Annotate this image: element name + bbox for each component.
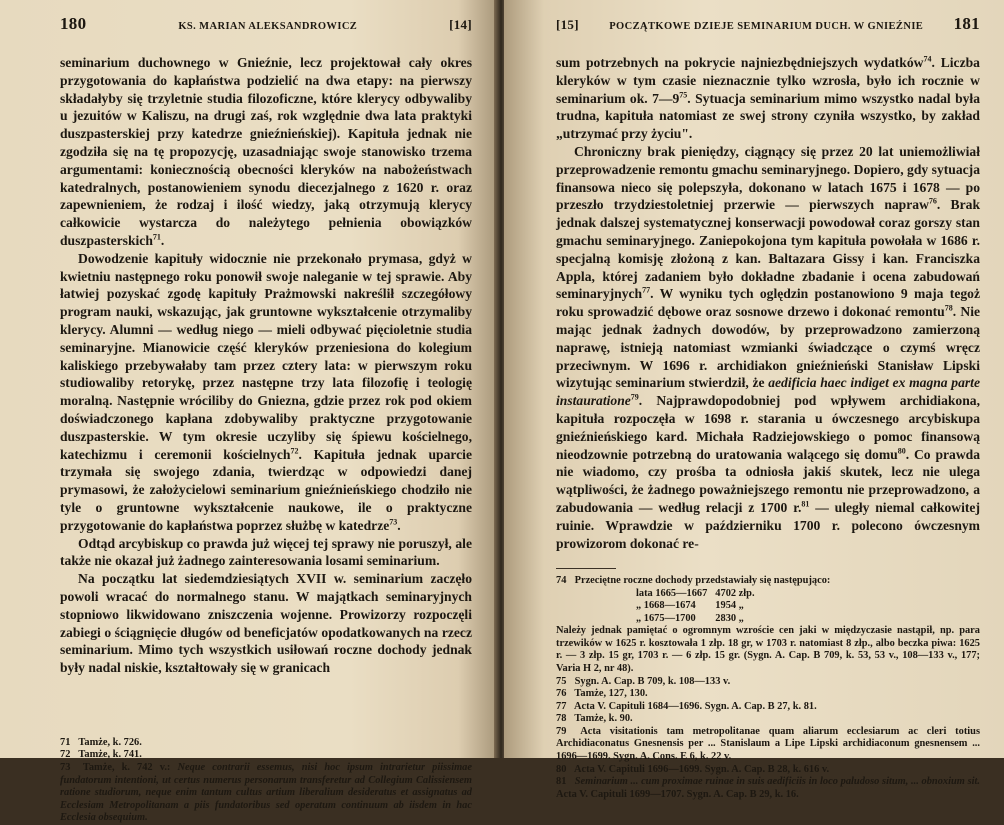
- footnote: 76 Tamże, 127, 130.: [556, 688, 648, 700]
- footnote: 74 Przeciętne roczne dochody przedstawiały się następująco:: [556, 575, 831, 587]
- paragraph: Chroniczny brak pieniędzy, ciągnący się przez 20 lat uniemożliwiał przeprowadzenie remontu gmachu seminaryjnego. Dopiero, gdy sytuacja finansowa nieco się polepszyła, dokonano w latach 1675 i 1678 — po przeszło trzydziestoletniej przerwie — pierwszych napraw$^{76}$. Brak jednak dalszej systematycznej konserwacji powodował coraz gorszy stan gmachu seminaryjnego. Zaniepokojona tym kapituła powołała w 1686 r. specjalną komisję złożoną z kan. Baltazara Gissy i kan. Franciszka Appla, której zadaniem było dokładne zbadanie i ocena zabudowań seminaryjnych$^{77}$. W wyniku tych oględzin postanowiono 9 maja tegoż roku sprowadzić dębowe oraz sosnowe drzewo i dokonać remontu$^{78}$. Nie mając jednak żadnych dowodów, by przeprowadzono zamierzoną naprawę, istnieją natomiast wzmianki świadczące o czymś wręcz przeciwnym. W 1696 r. archidiakon gnieźnieński Stanisław Lipski wizytując seminarium stwierdził, że aedificia haec indiget ex magna parte instauratione$^{79}$. Najprawdopodobniej pod wpływem archidiakona, kapituła rozpoczęła w 1698 r. starania u ówczesnego arcybiskupa gnieźnieńskiego kard. Michała Radziejowskiego o pomoc finansową nieodzownie potrzebną do uratowania walącego się domu$^{80}$. Co prawda nie wiadomo, czy prośba ta odniosła jakiś skutek, lecz nie ulega wątpliwości, że żadnego poważniejszego remontu nie przeprowadzono, a zabudowania — według relacji z 1700 r.$^{81}$ — uległy niemal całkowitej ruinie. Wprawdzie w październiku 1700 r. polecono ówczesnym prowizorom dokonać re-: [556, 143, 981, 551]
- table-row: „ 1668—1674 1954 „: [636, 600, 744, 612]
- paragraph: Na początku lat siedemdziesiątych XVII w. seminarium zaczęło powoli wracać do normalnego stanu. W majątkach seminaryjnych stopniowo likwidowano zniszczenia wojenne. Prowizorzy rozpoczęli zabiegi o ściągnięcie długów od beneficjatów opodatkowanych na rzecz seminarium. Mimo tych wszystkich usiłowań roczne dochody jednak były nadal niskie, kształtowały się w granicach: [60, 571, 472, 676]
- right-page: [504, 0, 1004, 800]
- right-body-text: [556, 54, 980, 552]
- right-footnotes: [556, 575, 980, 801]
- right-page-header: [556, 14, 980, 44]
- footnote: 80 Acta V. Capituli 1696—1699. Sygn. A. Cap. B 28, k. 616 v.: [556, 763, 830, 775]
- footnote-continuation: Należy jednak pamiętać o ogromnym wzroście cen jaki w międzyczasie nastąpił, np. para trzewików w 1625 r. kosztowała 1 złp. 18 gr, w 1703 r. natomiast 8 złp., albo beczka piwa: 1625 r. — 3 złp. 15 gr, 1703 r. — 6 złp. 15 gr. (Sygn. A. Cap. B 709, k. 53, 53 v., 108—133 v., 177; Varia H 2, nr 48).: [556, 625, 980, 674]
- footnote: 75 Sygn. A. Cap. B 709, k. 108—133 v.: [556, 675, 731, 687]
- left-footnotes: [60, 737, 472, 825]
- footnote: 71 Tamże, k. 726.: [60, 736, 142, 748]
- left-body-text: [60, 54, 472, 677]
- paragraph: sum potrzebnych na pokrycie najniezbędniejszych wydatków$^{74}$. Liczba kleryków w tym czasie nieznacznie tylko wzrosła, było ich rocznie w seminarium ok. $7—9^{75}$. Sytuacja seminarium mimo wszystko nadal była trudna, kapituła natomiast ze swej strony czyniła wszystko, by zakład „utrzymać przy życiu".: [556, 54, 980, 142]
- running-title: POCZĄTKOWE DZIEJE SEMINARIUM DUCH. W GNIEŹNIE: [609, 21, 924, 32]
- footnote: 78 Tamże, k. 90.: [556, 713, 633, 725]
- footnote: 77 Acta V. Capituli 1684—1696. Sygn. A. Cap. B 27, k. 81.: [556, 700, 817, 712]
- left-page-header: [60, 14, 472, 44]
- footnote-rule: [556, 568, 616, 569]
- footnote-ref: 73: [389, 517, 398, 527]
- left-page: [0, 0, 498, 824]
- bracket-page-number: [15]: [556, 17, 579, 32]
- footnote: 72 Tamże, k. 741.: [60, 749, 142, 761]
- footnote: 79 Acta visitationis tam metropolitanae quam aliarum ecclesiarum ac cleri totius Archidiaconatus Gnesnensis per ... Stanislaum a Lipe Lipski archidiaconum gnesnensem ... 1696—1699. Sygn. A. Cons. E 6, k. 22 v.: [556, 725, 980, 763]
- footnote: 81 Seminarium ... cum proximae ruinae in suis aedificiis in loco paludoso situm, ... obnoxium sit. Acta V. Capituli 1699—1707. Sygn. A. Cap. B 29, k. 16.: [556, 776, 980, 800]
- footnote-ref: 72: [290, 446, 299, 455]
- table-row: „ 1675—1700 2830 „: [636, 612, 744, 624]
- footnote: 73 Tamże, k. 742 v.: Neque contrarii essemus, nisi hoc ipsum intrarietur piissimae fundatorum intentioni, ut certus numerus personarum transferetur ad Collegium Calissiensem ratione studiorum, neque enim tantum cultus artium liberalium desideratus et assignatus ad Ecclesiam Metropolitanam a piis fundatoribus sed operatum continuum ab iisdem in hac Ecclesia obsequium.: [60, 762, 472, 824]
- paragraph: seminarium duchownego w Gnieźnie, lecz projektował cały okres przygotowania do kapłaństwa podzielić na dwa etapy: na pierwszy składałyby się trzyletnie studia filozoficzne, które klerycy odbywaliby u jezuitów w Kaliszu, na drugi zaś, rok względnie dwa lata praktyki duszpasterskiej przy katedrze gnieźnieńskiej). Kapituła jednak nie zgodziła się na tę propozycję, uzasadniając swoje stanowisko trzema argumentami: koniecznością obecności kleryków na nabożeństwach katedralnych, postanowieniem synodu diecezjalnego z 1620 r. oraz zapewnieniem, że rodzaj i ilość wiedzy, jaką otrzymują klerycy całkowicie wystarcza do należytego pełnienia obowiązków duszpasterskich$^{71}$.: [60, 55, 472, 248]
- revenue-table: [636, 588, 763, 625]
- footnote-ref: 71: [152, 232, 161, 242]
- running-title: KS. MARIAN ALEKSANDROWICZ: [178, 21, 358, 32]
- page-number: 180: [60, 14, 87, 33]
- table-row: lata 1665—1667 4702 złp.: [636, 587, 755, 599]
- paragraph: Odtąd arcybiskup co prawda już więcej tej sprawy nie poruszył, ale także nie okazał już żadnego zainteresowania losami seminarium.: [60, 535, 472, 569]
- paragraph: Dowodzenie kapituły widocznie nie przekonało prymasa, gdyż w kwietniu następnego roku ponowił swoje naleganie w tej sprawie. Aby łatwiej pozyskać zgodę kapituły Prażmowski nakreślił szczegółowy program nauki, wskazując, jak gruntowne wykształcenie otrzymaliby klerycy. Alumni — według niego — mieli odbywać pięcioletnie studia seminaryjne. Mianowicie część kleryków przeniesiona do kolegium kaliskiego przebywałaby tam przez cztery lata: w pierwszym roku studiowaliby retorykę, przez następne trzy lata filozofię i teologię moralną. Następnie wróciliby do Gniezna, gdzie przez rok pod okiem doświadczonego kapłana zdobywaliby praktyczne przygotowanie duszpasterskie. W tym okresie uczyliby się śpiewu kościelnego, katechizmu i ceremonii kościelnych$^{72}$. Kapituła jednak uparcie trzymała się swojego zdania, twierdząc w odpowiedzi danej prymasowi, że założycielowi seminarium gnieźnieńskiego chodziło nie tyle o gruntowne wykształcenie naukowe, ile o praktyczne przygotowanie do kapłaństwa poprzez służbę w katedrze$^{73}$.: [60, 250, 472, 533]
- bracket-page-number: [14]: [449, 17, 472, 32]
- page-number: 181: [953, 14, 980, 33]
